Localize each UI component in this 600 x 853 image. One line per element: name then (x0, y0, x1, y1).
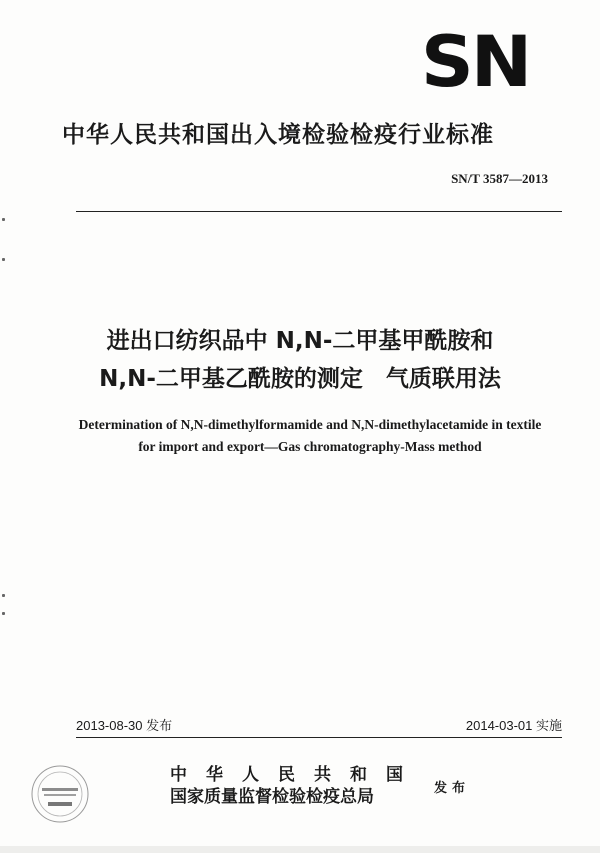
issuing-agency-title: 中华人民共和国出入境检验检疫行业标准 (62, 122, 494, 148)
standard-code: SN/T 3587—2013 (451, 171, 548, 186)
implementation-date: 2014-03-01 实施 (465, 718, 562, 733)
publisher-block (170, 764, 422, 808)
chinese-title (40, 322, 560, 398)
page-bottom-edge (0, 846, 600, 853)
sn-logo: SN (420, 21, 530, 103)
header-divider (76, 211, 562, 212)
english-title (50, 414, 570, 458)
scan-mark (2, 612, 5, 615)
english-title-line-1: Determination of N,N-dimethylformamide and N,N-dimethylacetamide in textile (78, 417, 542, 432)
scan-mark (2, 594, 5, 597)
scan-mark (2, 218, 5, 221)
issue-date: 2013-08-30 发布 (76, 718, 173, 733)
scan-mark (2, 258, 5, 261)
english-title-line-2: for import and export—Gas chromatography-Mass method (138, 439, 482, 454)
footer-divider (76, 737, 562, 738)
chinese-title-line-1: 进出口纺织品中 N,N-二甲基甲酰胺和 (106, 328, 494, 354)
chinese-title-line-2: N,N-二甲基乙酰胺的测定 气质联用法 (99, 366, 501, 392)
publisher-line-1: 中华人民共和国 (170, 765, 422, 785)
publish-label: 发布 (434, 781, 471, 796)
publisher-line-2: 国家质量监督检验检疫总局 (170, 787, 374, 807)
circular-stamp-icon (28, 762, 92, 826)
